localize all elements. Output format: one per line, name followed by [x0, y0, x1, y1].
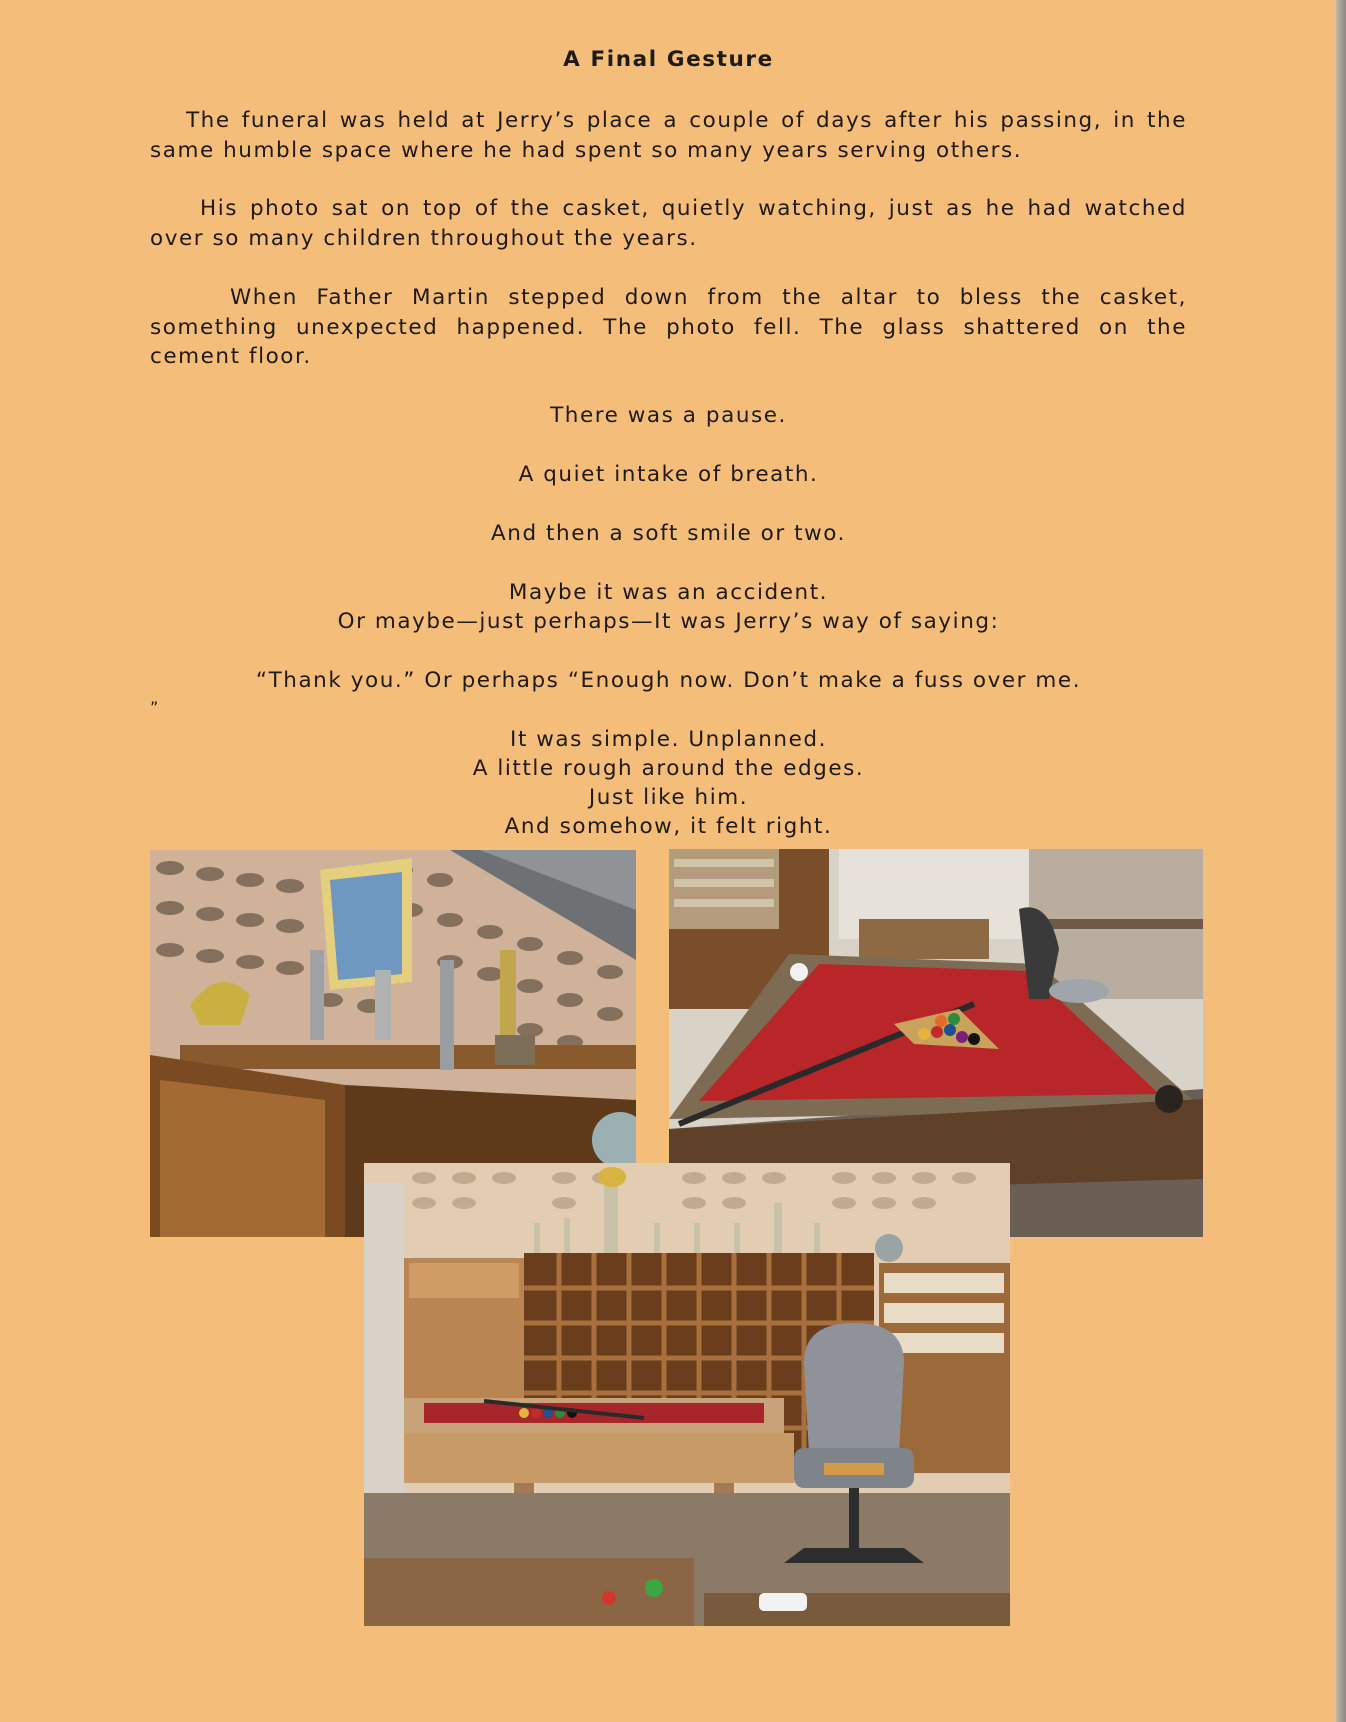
- paragraph-funeral: The funeral was held at Jerry’s place a couple of days after his passing, in the same humble space where he had spent so many years serving others.: [150, 108, 1187, 163]
- line-rough: A little rough around the edges.: [472, 756, 865, 781]
- line-like-him: Just like him.: [588, 785, 749, 810]
- room-with-cubbies-photo: [364, 1163, 1010, 1626]
- paragraph-photo: His photo sat on top of the casket, quietly watching, just as he had watched over so many children throughout the years.: [150, 196, 1187, 251]
- line-smile: And then a soft smile or two.: [491, 521, 846, 546]
- page-edge: [1336, 0, 1346, 1722]
- line-maybe: Or maybe—just perhaps—It was Jerry’s way of saying:: [337, 609, 1000, 634]
- line-felt-right: And somehow, it felt right.: [504, 814, 833, 839]
- line-thank-you: “Thank you.” Or perhaps “Enough now. Don’t make a fuss over me.: [255, 668, 1082, 693]
- line-accident: Maybe it was an accident.: [508, 580, 829, 605]
- page-title: A Final Gesture: [563, 47, 774, 72]
- paragraph-father-martin: When Father Martin stepped down from the altar to bless the casket, something unexpected happened. The photo fell. The glass shattered on the cement floor.: [150, 285, 1187, 369]
- line-pause: There was a pause.: [550, 403, 787, 428]
- line-closing-quote: ”: [150, 698, 160, 717]
- line-simple: It was simple. Unplanned.: [510, 727, 827, 752]
- line-breath: A quiet intake of breath.: [518, 462, 819, 487]
